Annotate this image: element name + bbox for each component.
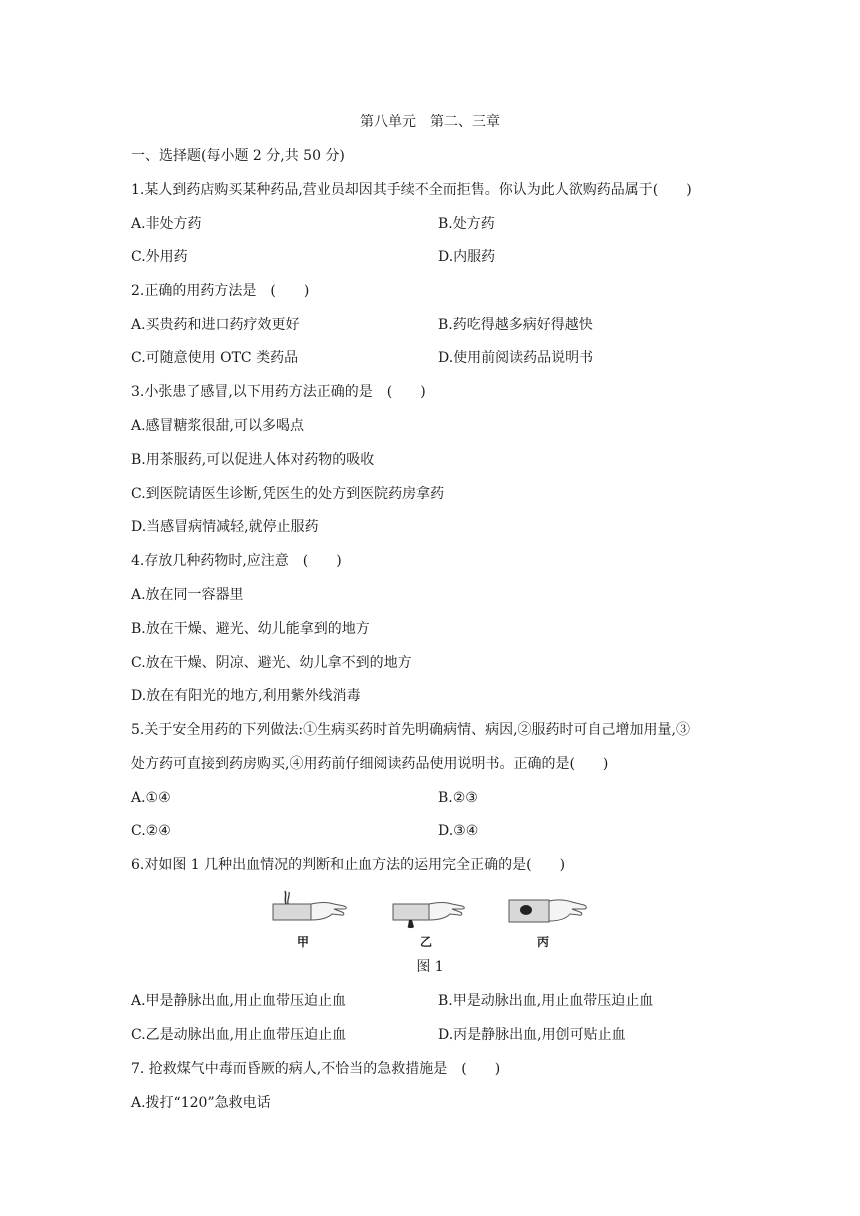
question-6-option-c: C.乙是动脉出血,用止血带压迫止血 bbox=[131, 1027, 347, 1043]
question-2-option-c: C.可随意使用 OTC 类药品 bbox=[131, 350, 299, 366]
question-4-option-c: C.放在干燥、阴凉、避光、幼儿拿不到的地方 bbox=[131, 655, 412, 671]
question-4-option-b: B.放在干燥、避光、幼儿能拿到的地方 bbox=[131, 621, 370, 637]
question-3-stem: 3.小张患了感冒,以下用药方法正确的是 ( ) bbox=[131, 384, 426, 400]
figure-arm-jia bbox=[272, 890, 350, 936]
question-6-stem: 6.对如图 1 几种出血情况的判断和止血方法的运用完全正确的是( ) bbox=[131, 857, 566, 873]
question-7-stem: 7. 抢救煤气中毒而昏厥的病人,不恰当的急救措施是 ( ) bbox=[131, 1061, 501, 1077]
question-5-option-a: A.①④ bbox=[131, 790, 171, 806]
question-2-option-d: D.使用前阅读药品说明书 bbox=[438, 350, 594, 366]
question-1-option-a: A.非处方药 bbox=[131, 216, 202, 232]
question-5-option-d: D.③④ bbox=[438, 823, 479, 839]
question-5-stem-line-2: 处方药可直接到药房购买,④用药前仔细阅读药品使用说明书。正确的是( ) bbox=[131, 756, 609, 772]
section-heading: 一、选择题(每小题 2 分,共 50 分) bbox=[131, 148, 345, 164]
question-3-option-c: C.到医院请医生诊断,凭医生的处方到医院药房拿药 bbox=[131, 486, 445, 502]
question-7-option-a: A.拨打“120”急救电话 bbox=[131, 1095, 271, 1111]
figure-label-yi: 乙 bbox=[420, 935, 433, 949]
question-6-option-b: B.甲是动脉出血,用止血带压迫止血 bbox=[438, 993, 654, 1009]
arm-oozing-bleeding-illustration bbox=[508, 890, 590, 932]
figure-arm-bing bbox=[508, 890, 590, 936]
question-4-option-a: A.放在同一容器里 bbox=[131, 587, 244, 603]
figure-caption: 图 1 bbox=[416, 959, 444, 975]
page-title: 第八单元 第二、三章 bbox=[360, 114, 500, 130]
figure-label-jia: 甲 bbox=[297, 935, 310, 949]
question-4-option-d: D.放在有阳光的地方,利用紫外线消毒 bbox=[131, 688, 361, 704]
question-3-option-a: A.感冒糖浆很甜,可以多喝点 bbox=[131, 418, 305, 434]
arm-spurting-bleeding-illustration bbox=[272, 890, 350, 932]
question-1-option-b: B.处方药 bbox=[438, 216, 495, 232]
question-4-stem: 4.存放几种药物时,应注意 ( ) bbox=[131, 553, 342, 569]
question-2-option-a: A.买贵药和进口药疗效更好 bbox=[131, 317, 300, 333]
question-2-option-b: B.药吃得越多病好得越快 bbox=[438, 317, 593, 333]
arm-flowing-bleeding-illustration bbox=[392, 890, 470, 932]
question-1-option-d: D.内服药 bbox=[438, 249, 496, 265]
question-2-stem: 2.正确的用药方法是 ( ) bbox=[131, 283, 310, 299]
question-5-option-b: B.②③ bbox=[438, 790, 478, 806]
figure-label-bing: 丙 bbox=[537, 935, 550, 949]
question-1-stem: 1.某人到药店购买某种药品,营业员却因其手续不全而拒售。你认为此人欲购药品属于( ) bbox=[131, 182, 692, 198]
question-3-option-b: B.用茶服药,可以促进人体对药物的吸收 bbox=[131, 452, 375, 468]
question-6-option-d: D.丙是静脉出血,用创可贴止血 bbox=[438, 1027, 626, 1043]
figure-arm-yi bbox=[392, 890, 470, 936]
question-3-option-d: D.当感冒病情减轻,就停止服药 bbox=[131, 519, 319, 535]
question-5-stem-line-1: 5.关于安全用药的下列做法:①生病买药时首先明确病情、病因,②服药时可自己增加用量,③ bbox=[131, 722, 690, 738]
question-1-option-c: C.外用药 bbox=[131, 249, 188, 265]
question-5-option-c: C.②④ bbox=[131, 823, 171, 839]
question-6-option-a: A.甲是静脉出血,用止血带压迫止血 bbox=[131, 993, 347, 1009]
